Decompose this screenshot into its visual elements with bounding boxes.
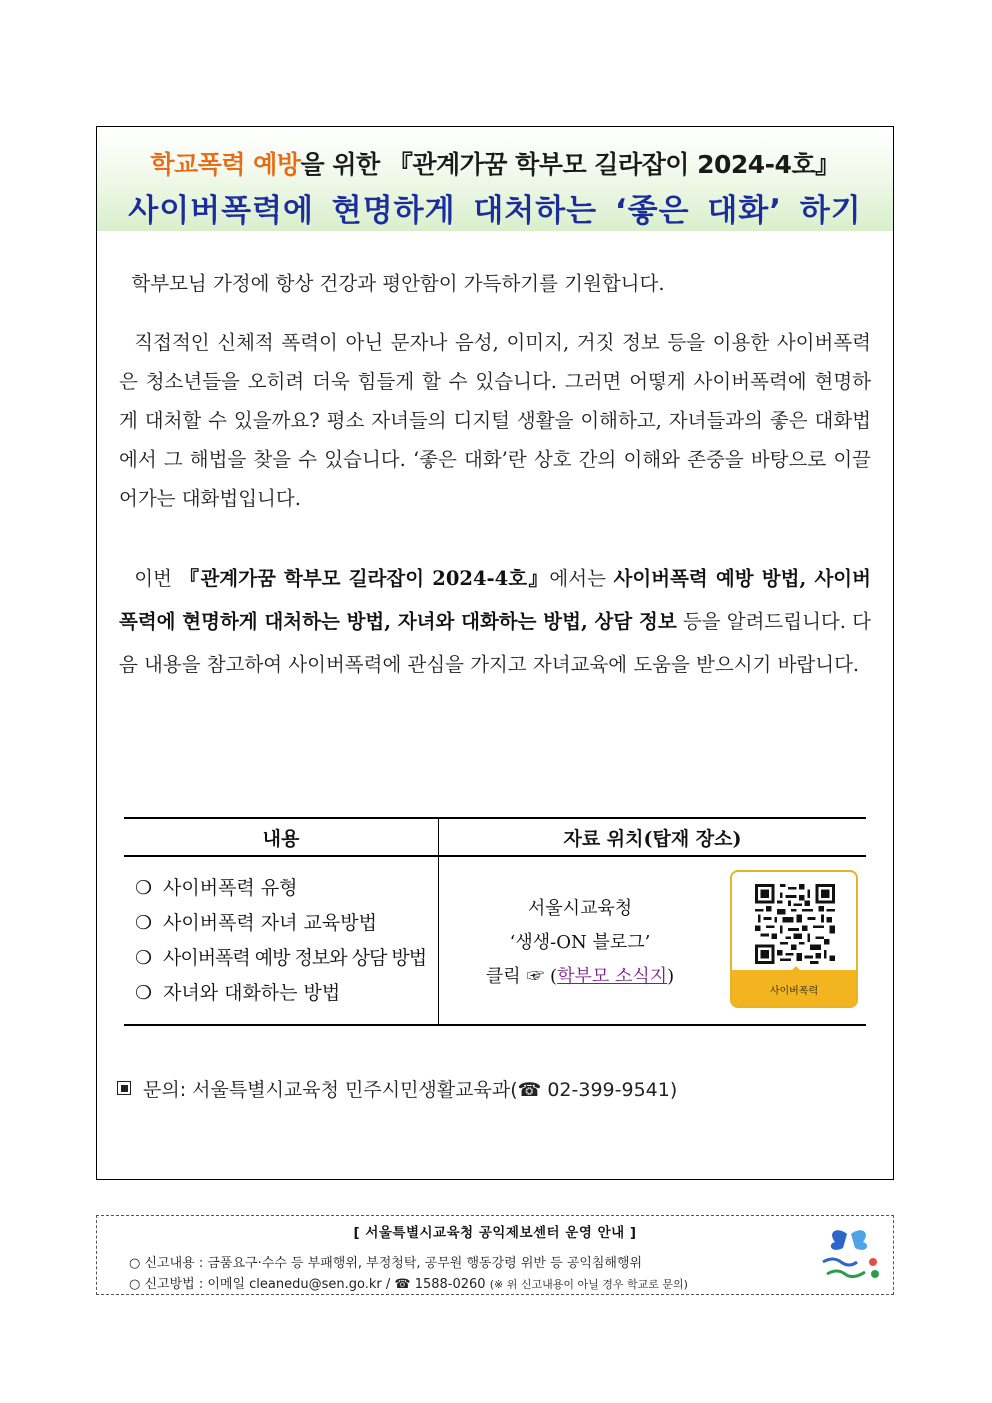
summary-issue-title: 『관계가꿈 학부모 길라잡이 2024-4호』 bbox=[179, 567, 550, 590]
summary-paragraph bbox=[119, 557, 871, 686]
contact-text: 문의: 서울특별시교육청 민주시민생활교육과(☎ 02-399-9541) bbox=[143, 1079, 678, 1101]
square-bullet-icon bbox=[117, 1081, 131, 1095]
list-item: ❍ 사이버폭력 자녀 교육방법 bbox=[135, 906, 437, 941]
newsletter-frame bbox=[96, 126, 894, 1180]
content-list bbox=[125, 871, 437, 1011]
summary-text-e: 등을 알려드립니다. 다음 내용을 참고하여 사이버폭력에 관심을 가지고 자녀교육에 도움을 받으시기 바랍니다. bbox=[119, 610, 872, 676]
greeting-paragraph bbox=[119, 269, 871, 299]
column-header-location: 자료 위치(탑재 장소) bbox=[439, 818, 867, 856]
circle-bullet-icon: ❍ bbox=[135, 876, 153, 899]
intro-text: 직접적인 신체적 폭력이 아닌 문자나 음성, 이미지, 거짓 정보 등을 이용한 사이버폭력은 청소년들을 오히려 더욱 힘들게 할 수 있습니다. 그러면 어떻게 사이버폭력에 현명하게 대처할 수 있을까요? 평소 자녀들의 디지털 생활을 이해하고, 자녀들과의 좋은 대화법에서 그 해법을 찾을 수 있습니다. ‘좋은 대화’란 상호 간의 이해와 존중을 바탕으로 이끌어가는 대화법입니다. bbox=[119, 331, 871, 510]
location-cell bbox=[439, 856, 867, 1025]
location-text bbox=[480, 892, 680, 994]
header-banner bbox=[97, 127, 893, 231]
content-cell bbox=[124, 856, 439, 1025]
summary-topics: 사이버폭력 예방 방법, 사이버폭력에 현명하게 대처하는 방법, 자녀와 대화하는 방법, 상담 정보 bbox=[119, 567, 871, 633]
circle-bullet-icon: ❍ bbox=[135, 981, 153, 1004]
location-blog: ‘생생-ON 블로그’ bbox=[509, 932, 651, 953]
content-table bbox=[124, 817, 866, 1026]
circle-bullet-icon: ❍ bbox=[135, 946, 153, 969]
qr-code-card[interactable] bbox=[730, 870, 858, 1008]
butterfly-logo-icon bbox=[817, 1226, 887, 1286]
parent-newsletter-link[interactable]: 학부모 소식지 bbox=[557, 966, 668, 987]
newsletter-subtitle: 사이버폭력에 현명하게 대처하는 ‘좋은 대화’ 하기 bbox=[128, 193, 862, 229]
qr-label: 사이버폭력 bbox=[769, 986, 819, 997]
qr-label-band bbox=[732, 970, 856, 1006]
footer-note: (※ 위 신고내용이 아닐 경우 학교로 문의) bbox=[489, 1278, 688, 1291]
summary-text-c: 에서는 bbox=[549, 567, 614, 590]
title-highlight: 학교폭력 예방 bbox=[150, 150, 301, 179]
list-item: ❍ 자녀와 대화하는 방법 bbox=[135, 976, 437, 1011]
circle-bullet-icon: ❍ bbox=[135, 911, 153, 934]
qr-code-icon bbox=[750, 884, 840, 964]
column-header-content: 내용 bbox=[124, 818, 439, 856]
contact-info bbox=[117, 1075, 677, 1102]
footer-box bbox=[96, 1215, 894, 1295]
greeting-text: 학부모님 가정에 항상 건강과 평안함이 가득하기를 기원합니다. bbox=[131, 272, 665, 295]
footer-report-content: ○ 신고내용 : 금품요구·수수 등 부패행위, 부정청탁, 공무원 행동강령 위반 등 공익침해행위 bbox=[129, 1256, 643, 1271]
title-rest: 을 위한 『관계가꿈 학부모 길라잡이 2024-4호』 bbox=[300, 150, 840, 179]
newsletter-title bbox=[97, 145, 893, 181]
location-click: 클릭 ☞ (학부모 소식지) bbox=[485, 966, 675, 987]
footer-title: [ 서울특별시교육청 공익제보센터 운영 안내 ] bbox=[353, 1225, 637, 1241]
location-org: 서울시교육청 bbox=[527, 898, 633, 919]
list-item: ❍ 사이버폭력 예방 정보와 상담 방법 bbox=[135, 941, 437, 976]
list-item: ❍ 사이버폭력 유형 bbox=[135, 871, 437, 906]
footer-report-method: ○ 신고방법 : 이메일 cleanedu@sen.go.kr / ☎ 1588-0260 (※ 위 신고내용이 아닐 경우 학교로 문의) bbox=[129, 1277, 688, 1292]
intro-paragraph bbox=[119, 323, 871, 518]
summary-text-a: 이번 bbox=[134, 567, 180, 590]
